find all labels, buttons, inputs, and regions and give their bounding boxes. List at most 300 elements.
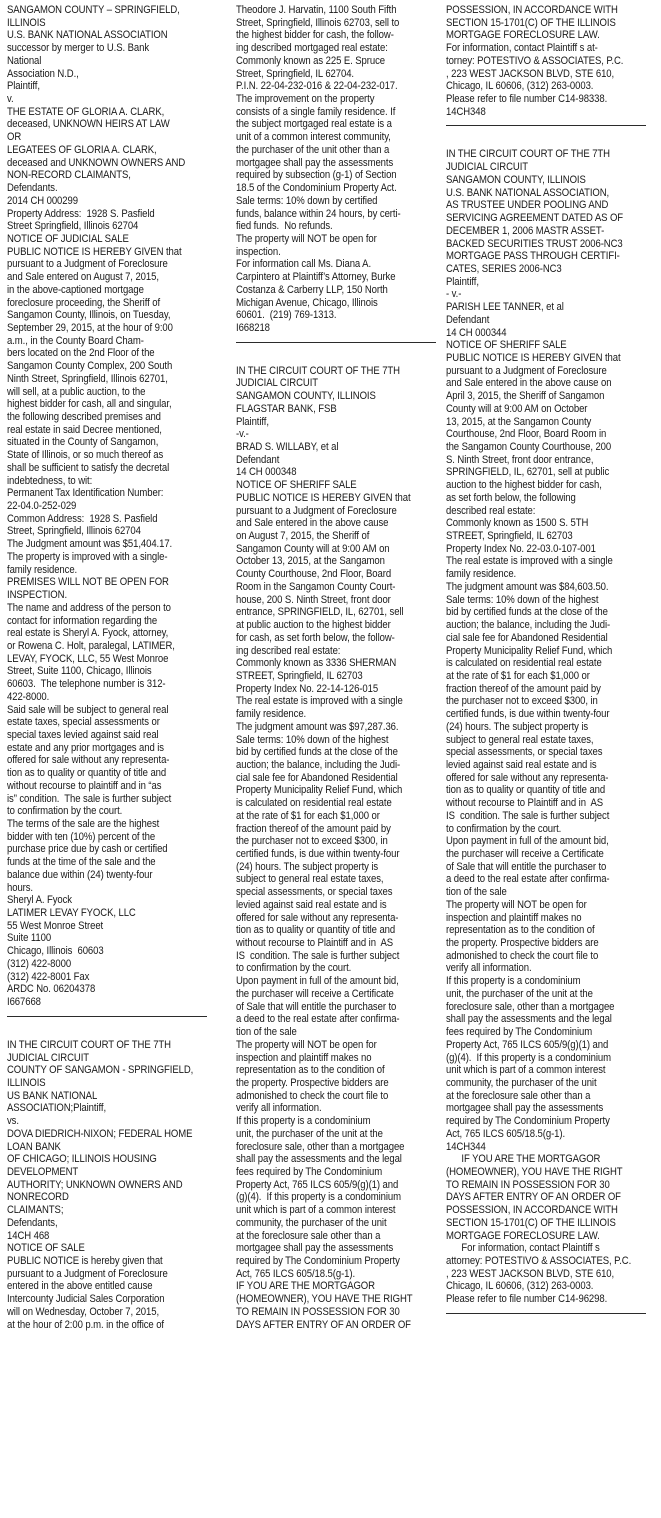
column-2 bbox=[236, 4, 441, 1331]
notice-line: NONRECORD bbox=[7, 1191, 69, 1204]
notice-line: entered in the above entitled cause bbox=[7, 1280, 153, 1293]
notice-line: is calculated on residential real estate bbox=[446, 657, 602, 670]
notice-line: special assessments, or special taxes bbox=[446, 746, 603, 759]
notice-line: Street, Springfield, Illinois 62704 bbox=[7, 525, 141, 538]
notice-line: pursuant to a Judgment of Foreclosure bbox=[7, 1267, 168, 1280]
notice-line: Said sale will be subject to general real bbox=[7, 703, 169, 716]
notice-line: ARDC No. 06204378 bbox=[7, 983, 96, 996]
notice-line: IN THE CIRCUIT COURT OF THE 7TH bbox=[446, 148, 610, 161]
notice-line: IF YOU ARE THE MORTGAGOR bbox=[446, 1153, 601, 1166]
notice-line: The real estate is improved with a single bbox=[236, 695, 403, 708]
notice-line: PUBLIC NOTICE is hereby given that bbox=[7, 1255, 163, 1267]
notice-line: to confirmation by the court. bbox=[7, 805, 123, 818]
notice-line: PREMISES WILL NOT BE OPEN FOR bbox=[7, 576, 169, 589]
notice-line: 14CH 468 bbox=[7, 1229, 50, 1242]
notice-line: The property will NOT be open for bbox=[236, 232, 377, 245]
notice-line: S. Ninth Street, front door entrance, bbox=[446, 453, 594, 466]
notice-line: PUBLIC NOTICE IS HEREBY GIVEN that bbox=[236, 491, 411, 504]
notice-line: highest bidder for cash, all and singular, bbox=[7, 398, 172, 411]
notice-line: family residence. bbox=[7, 563, 78, 576]
notice-line: ing described mortgaged real estate: bbox=[236, 42, 388, 55]
notice-line: hours. bbox=[7, 881, 34, 894]
notice-line: 14 CH 000348 bbox=[236, 466, 297, 479]
notice-line: family residence. bbox=[236, 708, 307, 721]
notice-divider bbox=[7, 1016, 207, 1017]
notice-line: Street, Suite 1100, Chicago, Illinois bbox=[7, 665, 152, 678]
notice-line: State of Illinois, or so much thereof as bbox=[7, 449, 164, 462]
notice-line: required by subsection (g-1) of Section bbox=[236, 169, 397, 182]
notice-line: Courthouse, 2nd Floor, Board Room in bbox=[446, 428, 607, 441]
notice-line: offered for sale without any representa- bbox=[7, 754, 170, 767]
notice-line: cial sale fee for Abandoned Residential bbox=[446, 631, 608, 644]
notice-line: subject to general real estate taxes, bbox=[236, 873, 384, 886]
notice-line: Common Address: 1928 S. Pasfield bbox=[7, 512, 158, 525]
notice-line: unit which is part of a common interest bbox=[236, 1204, 396, 1217]
notice-line: The judgment amount was $84,603.50. bbox=[446, 580, 609, 593]
notice-line: If this property is a condominium bbox=[446, 975, 581, 988]
notice-line: Sangamon County, Illinois, on Tuesday, bbox=[7, 309, 171, 322]
notice-line: successor by merger to U.S. Bank bbox=[7, 42, 150, 55]
notice-line: at the foreclosure sale other than a bbox=[236, 1229, 381, 1242]
notice-line: shall pay the assessments and the legal bbox=[446, 1013, 612, 1026]
notice-line: foreclosure sale, other than a mortgagee bbox=[236, 1140, 405, 1153]
notice-line: Street, Springfield, IL 62704. bbox=[236, 67, 354, 80]
notice-line: of Sale that will entitle the purchaser to bbox=[446, 860, 607, 873]
notice-line: described real estate: bbox=[446, 504, 536, 517]
notice-line: 13, 2015, at the Sangamon County bbox=[446, 415, 592, 428]
notice-line: Street, Springfield, Illinois 62703, sell to bbox=[236, 16, 400, 29]
notice-line: Defendant bbox=[446, 313, 490, 326]
notice-line: is” condition. The sale is further subject bbox=[7, 792, 172, 805]
notice-line: STREET, Springfield, IL 62703 bbox=[446, 530, 573, 543]
notice-line: 14 CH 000344 bbox=[446, 326, 507, 339]
notice-line: mortgagee shall pay the assessments bbox=[446, 1102, 604, 1115]
notice-line: INSPECTION. bbox=[7, 589, 68, 602]
notice-line: County Courthouse, 2nd Floor, Board bbox=[236, 568, 392, 581]
notice-line: (24) hours. The subject property is bbox=[446, 720, 589, 733]
notice-line: fees required by The Condominium bbox=[236, 1165, 383, 1178]
notice-line: For information, contact Plaintiff s bbox=[446, 1242, 600, 1255]
notice-line: funds at the time of the sale and the bbox=[7, 856, 156, 869]
notice-line: (312) 422-8000 bbox=[7, 957, 72, 970]
notice-line: PARISH LEE TANNER, et al bbox=[446, 301, 564, 314]
notice-line: the purchaser not to exceed $300, in bbox=[236, 835, 388, 848]
notice-line: at the hour of 2:00 p.m. in the office of bbox=[7, 1318, 165, 1331]
notice-line: on August 7, 2015, the Sheriff of bbox=[236, 530, 370, 543]
notice-line: COUNTY OF SANGAMON - SPRINGFIELD, bbox=[7, 1064, 194, 1077]
notice-line: THE ESTATE OF GLORIA A. CLARK, bbox=[7, 105, 165, 118]
notice-line: Property Index No. 22-03.0-107-001 bbox=[446, 542, 596, 555]
notice-line: and Sale entered in the above cause on bbox=[446, 377, 612, 390]
notice-line: IN THE CIRCUIT COURT OF THE 7TH bbox=[7, 1038, 171, 1051]
notice-line: , 223 WEST JACKSON BLVD, STE 610, bbox=[446, 67, 615, 80]
notice-line: SECTION 15-1701(C) OF THE ILLINOIS bbox=[446, 1216, 616, 1229]
notice-line: National bbox=[7, 54, 42, 67]
column-3 bbox=[446, 4, 651, 1322]
notice-line: fraction thereof of the amount paid by bbox=[446, 682, 601, 695]
notice-line: -v.- bbox=[236, 428, 249, 441]
notice-line: is calculated on residential real estate bbox=[236, 797, 392, 810]
notice-line: without recourse to Plaintiff and in AS bbox=[446, 797, 604, 810]
notice-line: torney: POTESTIVO & ASSOCIATES, P.C. bbox=[446, 54, 624, 67]
notice-line: The judgment amount was $97,287.36. bbox=[236, 720, 399, 733]
notice-line: the Sangamon County Courthouse, 200 bbox=[446, 441, 612, 453]
notice-line: The real estate is improved with a single bbox=[446, 555, 613, 568]
notice-line: bers located on the 2nd Floor of the bbox=[7, 347, 155, 360]
notice-line: ILLINOIS bbox=[7, 1076, 46, 1089]
notice-line: Michigan Avenue, Chicago, Illinois bbox=[236, 296, 378, 309]
notice-line: Plaintiff, bbox=[236, 415, 269, 428]
notice-line: will sell, at a public auction, to the bbox=[7, 385, 146, 398]
notice-line: 422-8000. bbox=[7, 690, 50, 703]
notice-line: to confirmation by the court. bbox=[446, 822, 562, 835]
notice-line: entrance, SPRINGFIELD, IL, 62701, sell bbox=[236, 606, 404, 619]
notice-line: Intercounty Judicial Sales Corporation bbox=[7, 1293, 165, 1306]
notice-line: Property Index No. 22-14-126-015 bbox=[236, 682, 379, 695]
notice-line: at the rate of $1 for each $1,000 or bbox=[236, 809, 380, 822]
notice-line: U.S. BANK NATIONAL ASSOCIATION bbox=[7, 29, 168, 42]
notice-line: tion of the sale bbox=[236, 1026, 297, 1039]
notice-line: IS condition. The sale is further subject bbox=[446, 809, 610, 822]
notice-line: MORTGAGE FORECLOSURE LAW. bbox=[446, 1229, 600, 1242]
notice-line: County will at 9:00 AM on October bbox=[446, 402, 588, 415]
notice-line: foreclosure sale, other than a mortgagee bbox=[446, 1000, 615, 1013]
notice-line: SANGAMON COUNTY – SPRINGFIELD, bbox=[7, 4, 180, 16]
notice-line: Ninth Street, Springfield, Illinois 62701, bbox=[7, 372, 168, 385]
notice-line: OR bbox=[7, 131, 22, 144]
notice-line: situated in the County of Sangamon, bbox=[7, 436, 159, 449]
notice-line: Sheryl A. Fyock bbox=[7, 894, 72, 907]
notice-line: SERVICING AGREEMENT DATED AS OF bbox=[446, 212, 624, 225]
notice-line: (g)(4). If this property is a condominium bbox=[236, 1191, 401, 1204]
notice-divider bbox=[236, 342, 436, 343]
notice-line: verify all information. bbox=[446, 962, 532, 975]
notice-tanner-sheriff-sale bbox=[446, 148, 651, 1305]
notice-line: I667668 bbox=[7, 996, 41, 1009]
notice-line: (g)(4). If this property is a condominium bbox=[446, 1051, 611, 1064]
notice-line: bidder with ten (10%) percent of the bbox=[7, 830, 156, 843]
notice-line: pursuant to a Judgment of Foreclosure bbox=[446, 364, 607, 377]
notice-line: Chicago, Illinois 60603 bbox=[7, 945, 104, 958]
notice-line: AUTHORITY; UNKNOWN OWNERS AND bbox=[7, 1178, 183, 1191]
notice-line: IS condition. The sale is further subject bbox=[236, 949, 400, 962]
notice-line: Upon payment in full of the amount bid, bbox=[236, 975, 399, 988]
notice-line: auction; the balance, including the Judi- bbox=[236, 758, 401, 771]
notice-line: real estate in said Decree mentioned, bbox=[7, 423, 162, 436]
notice-line: mortgagee shall pay the assessments bbox=[236, 156, 394, 169]
notice-line: house, 200 S. Ninth Street, front door bbox=[236, 593, 391, 606]
notice-line: offered for sale without any representa- bbox=[236, 911, 399, 924]
notice-line: ing described real estate: bbox=[236, 644, 341, 657]
notice-line: shall pay the assessments and the legal bbox=[236, 1153, 402, 1166]
notice-line: TO REMAIN IN POSSESSION FOR 30 bbox=[446, 1178, 610, 1191]
notice-line: inspection and plaintiff makes no bbox=[236, 1051, 372, 1064]
notice-line: U.S. BANK NATIONAL ASSOCIATION, bbox=[446, 186, 610, 199]
notice-line: tion as to quality or quantity of title and bbox=[236, 924, 396, 937]
notice-line: community, the purchaser of the unit bbox=[446, 1076, 597, 1089]
notice-line: mortgagee shall pay the assessments bbox=[236, 1242, 394, 1255]
notice-line: a deed to the real estate after confirma- bbox=[236, 1013, 400, 1026]
notice-line: DECEMBER 1, 2006 MASTR ASSET- bbox=[446, 224, 605, 237]
notice-line: Property Municipality Relief Fund, which bbox=[446, 644, 613, 657]
notice-line: the purchaser of the unit other than a bbox=[236, 143, 390, 156]
notice-line: NOTICE OF SHERIFF SALE bbox=[446, 339, 567, 352]
notice-line: NOTICE OF SHERIFF SALE bbox=[236, 479, 357, 492]
notice-line: as set forth below, the following bbox=[446, 491, 576, 504]
notice-line: POSSESSION, IN ACCORDANCE WITH bbox=[446, 1204, 618, 1217]
notice-line: Carpintero at Plaintiff’s Attorney, Burke bbox=[236, 271, 396, 284]
notice-line: The property is improved with a single- bbox=[7, 550, 168, 563]
notice-line: Please refer to file number C14-96298. bbox=[446, 1293, 608, 1306]
notice-line: Permanent Tax Identification Number: bbox=[7, 487, 164, 500]
notice-line: Association N.D., bbox=[7, 67, 79, 80]
notice-line: the highest bidder for cash, the follow- bbox=[236, 29, 394, 42]
notice-line: Costanza & Carberry LLP, 150 North bbox=[236, 283, 388, 296]
notice-line: DAYS AFTER ENTRY OF AN ORDER OF bbox=[446, 1191, 621, 1204]
notice-line: STREET, Springfield, IL 62703 bbox=[236, 669, 363, 682]
notice-line: auction to the highest bidder for cash, bbox=[446, 479, 602, 492]
notice-line: Plaintiff, bbox=[446, 275, 479, 288]
notice-line: LEVAY, FYOCK, LLC, 55 West Monroe bbox=[7, 652, 169, 665]
notice-line: US BANK NATIONAL bbox=[7, 1089, 98, 1102]
notice-line: - v.- bbox=[446, 288, 462, 301]
notice-line: estate and any prior mortgages and is bbox=[7, 741, 164, 754]
notice-line: POSSESSION, IN ACCORDANCE WITH bbox=[446, 4, 618, 16]
notice-line: BRAD S. WILLABY, et al bbox=[236, 441, 339, 453]
notice-line: I668218 bbox=[236, 321, 270, 334]
notice-line: DEVELOPMENT bbox=[7, 1165, 79, 1178]
notice-line: Sangamon County will at 9:00 AM on bbox=[236, 542, 390, 555]
notice-line: 2014 CH 000299 bbox=[7, 194, 78, 207]
notice-line: levied against said real estate and is bbox=[446, 758, 597, 771]
notice-line: bid by certified funds at the close of the bbox=[446, 606, 608, 619]
notice-line: PUBLIC NOTICE IS HEREBY GIVEN that bbox=[7, 245, 182, 258]
notice-line: real estate is Sheryl A. Fyock, attorney, bbox=[7, 627, 169, 640]
column-1 bbox=[7, 4, 212, 1331]
notice-line: September 29, 2015, at the hour of 9:00 bbox=[7, 321, 173, 334]
notice-line: special assessments, or special taxes bbox=[236, 886, 393, 899]
notice-line: at public auction to the highest bidder bbox=[236, 619, 391, 632]
notice-line: Defendant bbox=[236, 453, 280, 466]
notice-line: MORTGAGE FORECLOSURE LAW. bbox=[446, 29, 600, 42]
notice-line: Property Act, 765 ILCS 605/9(g)(1) and bbox=[236, 1178, 399, 1191]
notice-line: PUBLIC NOTICE IS HEREBY GIVEN that bbox=[446, 351, 621, 364]
notice-line: MORTGAGE PASS THROUGH CERTIFI- bbox=[446, 250, 620, 263]
notice-line: fees required by The Condominium bbox=[446, 1026, 593, 1039]
notice-line: LEGATEES OF GLORIA A. CLARK, bbox=[7, 143, 157, 156]
notice-diedrich-nixon-continued bbox=[236, 4, 441, 335]
notice-line: 18.5 of the Condominium Property Act. bbox=[236, 182, 397, 195]
notice-line: (312) 422-8001 Fax bbox=[7, 970, 90, 983]
notice-line: certified funds, is due within twenty-four bbox=[446, 708, 610, 721]
notice-line: 55 West Monroe Street bbox=[7, 919, 104, 932]
notice-line: v. bbox=[7, 93, 14, 106]
notice-line: unit which is part of a common interest bbox=[446, 1064, 606, 1077]
notice-line: and Sale entered on August 7, 2015, bbox=[7, 271, 159, 284]
notice-line: to confirmation by the court. bbox=[236, 962, 352, 975]
notice-line: Commonly known as 1500 S. 5TH bbox=[446, 517, 589, 530]
notice-line: fied funds. No refunds. bbox=[236, 220, 333, 233]
notice-line: vs. bbox=[7, 1115, 19, 1128]
notice-line: offered for sale without any representa- bbox=[446, 771, 609, 784]
notice-willaby-continued bbox=[446, 4, 651, 118]
notice-line: Upon payment in full of the amount bid, bbox=[446, 835, 609, 848]
notice-line: Property Address: 1928 S. Pasfield bbox=[7, 207, 155, 220]
notice-line: ASSOCIATION;Plaintiff, bbox=[7, 1102, 107, 1115]
notice-line: 14CH344 bbox=[446, 1140, 486, 1153]
notice-line: and Sale entered in the above cause bbox=[236, 517, 389, 530]
notice-line: October 13, 2015, at the Sangamon bbox=[236, 555, 385, 568]
notice-line: balance due within (24) twenty-four bbox=[7, 868, 153, 881]
notice-line: funds, balance within 24 hours, by certi- bbox=[236, 207, 401, 220]
notice-divider bbox=[446, 125, 646, 126]
notice-line: indebtedness, to wit: bbox=[7, 474, 93, 487]
notice-line: community, the purchaser of the unit bbox=[236, 1216, 387, 1229]
notice-line: JUDICIAL CIRCUIT bbox=[236, 377, 319, 390]
notice-line: special taxes levied against said real bbox=[7, 728, 159, 741]
notice-line: Chicago, IL 60606, (312) 263-0003. bbox=[446, 80, 594, 93]
notice-line: April 3, 2015, the Sheriff of Sangamon bbox=[446, 390, 605, 403]
notice-line: bid by certified funds at the close of the bbox=[236, 746, 398, 759]
notice-line: NOTICE OF JUDICIAL SALE bbox=[7, 232, 129, 245]
notice-line: of Sale that will entitle the purchaser to bbox=[236, 1000, 397, 1013]
notice-line: Property Act, 765 ILCS 605/9(g)(1) and bbox=[446, 1038, 609, 1051]
notice-line: 60601. (219) 769-1313. bbox=[236, 309, 337, 322]
notice-line: levied against said real estate and is bbox=[236, 898, 387, 911]
notice-line: purchase price due by cash or certified bbox=[7, 843, 168, 856]
notice-line: will on Wednesday, October 7, 2015, bbox=[7, 1305, 160, 1318]
notice-line: fraction thereof of the amount paid by bbox=[236, 822, 391, 835]
notice-line: the purchaser will receive a Certificate bbox=[236, 987, 394, 1000]
notice-line: admonished to check the court file to bbox=[446, 949, 599, 962]
notice-line: the purchaser will receive a Certificate bbox=[446, 848, 604, 860]
notice-line: Sale terms: 10% down by certified bbox=[236, 194, 378, 207]
notice-line: (HOMEOWNER), YOU HAVE THE RIGHT bbox=[236, 1293, 413, 1306]
notice-line: Act, 765 ILCS 605/18.5(g-1). bbox=[446, 1127, 566, 1140]
notice-line: pursuant to a Judgment of Foreclosure bbox=[236, 504, 397, 517]
notice-line: at the foreclosure sale other than a bbox=[446, 1089, 591, 1102]
notice-line: verify all information. bbox=[236, 1102, 322, 1115]
notice-line: The property will NOT be open for bbox=[236, 1038, 377, 1051]
notice-line: Street Springfield, Illinois 62704 bbox=[7, 220, 139, 233]
notice-line: the subject mortgaged real estate is a bbox=[236, 118, 392, 131]
notice-line: shall be sufficient to satisfy the decretal bbox=[7, 461, 170, 474]
notice-line: JUDICIAL CIRCUIT bbox=[446, 161, 529, 174]
notice-line: (HOMEOWNER), YOU HAVE THE RIGHT bbox=[446, 1165, 623, 1178]
notice-line: deceased, UNKNOWN HEIRS AT LAW bbox=[7, 118, 170, 131]
notice-line: 22-04.0-252-029 bbox=[7, 500, 77, 513]
notice-line: 60603. The telephone number is 312- bbox=[7, 678, 166, 691]
notice-line: Property Municipality Relief Fund, which bbox=[236, 784, 403, 797]
notice-line: for cash, as set forth below, the follow- bbox=[236, 631, 395, 644]
notice-line: tion as to quality or quantity of title and bbox=[446, 784, 606, 797]
notice-line: required by The Condominium Property bbox=[446, 1115, 610, 1128]
notice-line: Plaintiff, bbox=[7, 80, 40, 93]
notice-line: cial sale fee for Abandoned Residential bbox=[236, 771, 398, 784]
notice-line: The improvement on the property bbox=[236, 93, 375, 106]
notice-line: FLAGSTAR BANK, FSB bbox=[236, 402, 337, 415]
notice-line: , 223 WEST JACKSON BLVD, STE 610, bbox=[446, 1267, 615, 1280]
notice-line: BACKED SECURITIES TRUST 2006-NC3 bbox=[446, 237, 623, 250]
notice-line: a.m., in the County Board Cham- bbox=[7, 334, 144, 347]
notice-line: TO REMAIN IN POSSESSION FOR 30 bbox=[236, 1305, 400, 1318]
notice-line: the following described premises and bbox=[7, 411, 161, 423]
notice-line: without recourse to plaintiff and in “as bbox=[7, 779, 162, 792]
notice-line: Theodore J. Harvatin, 1100 South Fifth bbox=[236, 4, 397, 16]
notice-line: Chicago, IL 60606, (312) 263-0003. bbox=[446, 1280, 594, 1293]
notice-line: 14CH348 bbox=[446, 105, 486, 118]
notice-line: JUDICIAL CIRCUIT bbox=[7, 1051, 90, 1064]
notice-line: P.I.N. 22-04-232-016 & 22-04-232-017. bbox=[236, 80, 398, 93]
notice-line: family residence. bbox=[446, 568, 517, 581]
notice-line: SECTION 15-1701(C) OF THE ILLINOIS bbox=[446, 16, 616, 29]
notice-line: admonished to check the court file to bbox=[236, 1089, 389, 1102]
notice-line: The name and address of the person to bbox=[7, 601, 171, 614]
notice-line: subject to general real estate taxes, bbox=[446, 733, 594, 746]
notice-line: LOAN BANK bbox=[7, 1140, 61, 1153]
notice-line: Defendants, bbox=[7, 1216, 58, 1229]
notice-line: tion as to quality or quantity of title and bbox=[7, 767, 167, 780]
notice-line: Defendants. bbox=[7, 182, 58, 195]
notice-line: SANGAMON COUNTY, ILLINOIS bbox=[446, 173, 586, 186]
notice-line: the property. Prospective bidders are bbox=[236, 1076, 389, 1089]
notice-line: the property. Prospective bidders are bbox=[446, 937, 599, 950]
notice-line: pursuant to a Judgment of Foreclosure bbox=[7, 258, 168, 271]
spacer bbox=[7, 1025, 212, 1039]
notice-line: unit, the purchaser of the unit at the bbox=[236, 1127, 383, 1140]
notice-line: representation as to the condition of bbox=[446, 924, 595, 937]
notice-divider bbox=[446, 1313, 646, 1314]
notice-line: auction; the balance, including the Judi- bbox=[446, 619, 611, 632]
notice-line: The Judgment amount was $51,404.17. bbox=[7, 538, 173, 551]
notice-line: attorney: POTESTIVO & ASSOCIATES, P.C. bbox=[446, 1255, 632, 1267]
notice-line: Suite 1100 bbox=[7, 932, 52, 945]
notice-line: deceased and UNKNOWN OWNERS AND bbox=[7, 156, 186, 169]
notice-line: LATIMER LEVAY FYOCK, LLC bbox=[7, 907, 136, 920]
notice-line: Sale terms: 10% down of the highest bbox=[236, 733, 389, 746]
notice-line: Please refer to file number C14-98338. bbox=[446, 93, 608, 106]
notice-line: DOVA DIEDRICH-NIXON; FEDERAL HOME bbox=[7, 1127, 193, 1140]
notice-line: Commonly known as 3336 SHERMAN bbox=[236, 657, 397, 670]
notice-line: tion of the sale bbox=[446, 886, 507, 899]
notice-line: inspection. bbox=[236, 245, 281, 258]
notice-line: IN THE CIRCUIT COURT OF THE 7TH bbox=[236, 364, 400, 377]
notice-line: ILLINOIS bbox=[7, 16, 46, 29]
notice-line: DAYS AFTER ENTRY OF AN ORDER OF bbox=[236, 1318, 411, 1331]
notice-line: Room in the Sangamon County Court- bbox=[236, 580, 396, 593]
notice-line: without recourse to Plaintiff and in AS bbox=[236, 937, 394, 950]
notice-line: at the rate of $1 for each $1,000 or bbox=[446, 669, 590, 682]
notice-line: Act, 765 ILCS 605/18.5(g-1). bbox=[236, 1267, 356, 1280]
notice-line: inspection and plaintiff makes no bbox=[446, 911, 582, 924]
notice-line: Sale terms: 10% down of the highest bbox=[446, 593, 599, 606]
notice-line: required by The Condominium Property bbox=[236, 1255, 400, 1267]
notice-line: unit, the purchaser of the unit at the bbox=[446, 987, 593, 1000]
spacer bbox=[446, 134, 651, 148]
notice-line: certified funds, is due within twenty-four bbox=[236, 848, 400, 860]
notice-line: SPRINGFIELD, IL, 62701, sell at public bbox=[446, 466, 610, 479]
notice-line: For information call Ms. Diana A. bbox=[236, 258, 372, 271]
notice-line: NOTICE OF SALE bbox=[7, 1242, 85, 1255]
spacer bbox=[236, 351, 441, 365]
notice-line: AS TRUSTEE UNDER POOLING AND bbox=[446, 199, 609, 212]
notice-line: IF YOU ARE THE MORTGAGOR bbox=[236, 1280, 375, 1293]
notice-line: If this property is a condominium bbox=[236, 1115, 371, 1128]
notice-line: OF CHICAGO; ILLINOIS HOUSING bbox=[7, 1153, 157, 1166]
notice-willaby-sheriff-sale bbox=[236, 365, 441, 1332]
notice-line: estate taxes, special assessments or bbox=[7, 716, 160, 729]
notice-line: a deed to the real estate after confirma- bbox=[446, 873, 610, 886]
